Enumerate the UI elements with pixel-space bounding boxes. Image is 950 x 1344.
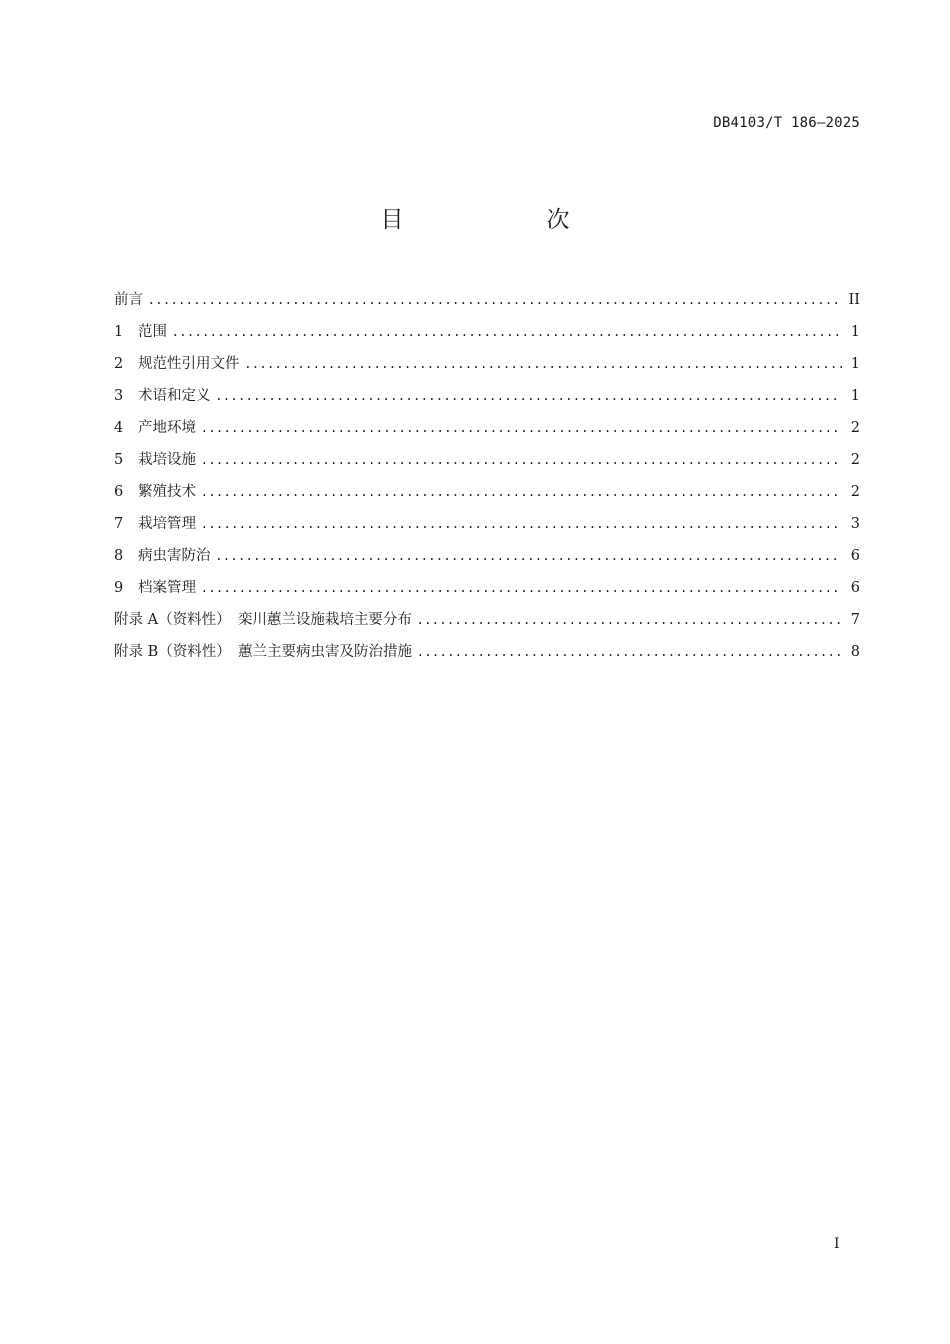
toc-entry-page: 2: [850, 484, 860, 500]
toc-dot-leader: [202, 452, 842, 468]
toc-dot-leader: [217, 548, 843, 564]
toc-entry-label: 栽培设施: [138, 452, 196, 468]
toc-entry-number: 8: [114, 548, 124, 564]
toc-entry-label: 栽培管理: [138, 516, 196, 532]
toc-entry-number: 4: [114, 420, 124, 436]
toc-entry-page: 1: [850, 356, 860, 372]
toc-entry-page: 7: [850, 612, 860, 628]
toc-entry-foreword[interactable]: [114, 288, 860, 320]
toc-dot-leader: [246, 356, 843, 372]
toc-entry-page: 1: [850, 388, 860, 404]
toc-entry-cultivation-facilities[interactable]: [114, 448, 860, 480]
toc-entry-label: 术语和定义: [138, 388, 211, 404]
toc-entry-label: 档案管理: [138, 580, 196, 596]
toc-entry-label: 附录 B（资料性） 蕙兰主要病虫害及防治措施: [114, 644, 413, 660]
toc-dot-leader: [202, 484, 842, 500]
toc-entry-record-management[interactable]: [114, 576, 860, 608]
document-code: DB4103/T 186—2025: [713, 115, 860, 131]
toc-entry-production-environment[interactable]: [114, 416, 860, 448]
toc-entry-number: 9: [114, 580, 124, 596]
toc-entry-scope[interactable]: [114, 320, 860, 352]
toc-entry-propagation[interactable]: [114, 480, 860, 512]
toc-entry-terms-definitions[interactable]: [114, 384, 860, 416]
toc-dot-leader: [173, 324, 842, 340]
toc-entry-number: 5: [114, 452, 124, 468]
toc-dot-leader: [202, 420, 842, 436]
toc-entry-page: 2: [850, 420, 860, 436]
toc-entry-number: 1: [114, 324, 124, 340]
toc-entry-page: 6: [850, 580, 860, 596]
toc-entry-label: 附录 A（资料性） 栾川蕙兰设施栽培主要分布: [114, 612, 412, 628]
toc-entry-label: 繁殖技术: [138, 484, 196, 500]
toc-entry-label: 范围: [138, 324, 167, 340]
toc-dot-leader: [217, 388, 843, 404]
toc-entry-label: 病虫害防治: [138, 548, 211, 564]
toc-entry-appendix-b[interactable]: [114, 640, 860, 672]
page-number: I: [834, 1236, 840, 1252]
toc-entry-label: 产地环境: [138, 420, 196, 436]
toc-dot-leader: [418, 612, 842, 628]
toc-dot-leader: [418, 644, 842, 660]
toc-entry-number: 7: [114, 516, 124, 532]
toc-entry-page: 2: [850, 452, 860, 468]
toc-entry-pest-control[interactable]: [114, 544, 860, 576]
toc-dot-leader: [202, 516, 842, 532]
toc-entry-label: 前言: [114, 292, 143, 308]
toc-entry-normative-references[interactable]: [114, 352, 860, 384]
toc-entry-number: 6: [114, 484, 124, 500]
toc-entry-appendix-a[interactable]: [114, 608, 860, 640]
toc-entry-page: 3: [850, 516, 860, 532]
toc-dot-leader: [202, 580, 842, 596]
toc-entry-label: 规范性引用文件: [138, 356, 240, 372]
toc-entry-cultivation-management[interactable]: [114, 512, 860, 544]
table-of-contents: [114, 288, 860, 672]
toc-title: 目 次: [380, 207, 630, 233]
toc-entry-number: 3: [114, 388, 124, 404]
toc-entry-page: 1: [850, 324, 860, 340]
toc-entry-page: II: [848, 292, 860, 308]
toc-entry-page: 8: [850, 644, 860, 660]
toc-entry-number: 2: [114, 356, 124, 372]
toc-dot-leader: [149, 292, 842, 308]
toc-entry-page: 6: [850, 548, 860, 564]
